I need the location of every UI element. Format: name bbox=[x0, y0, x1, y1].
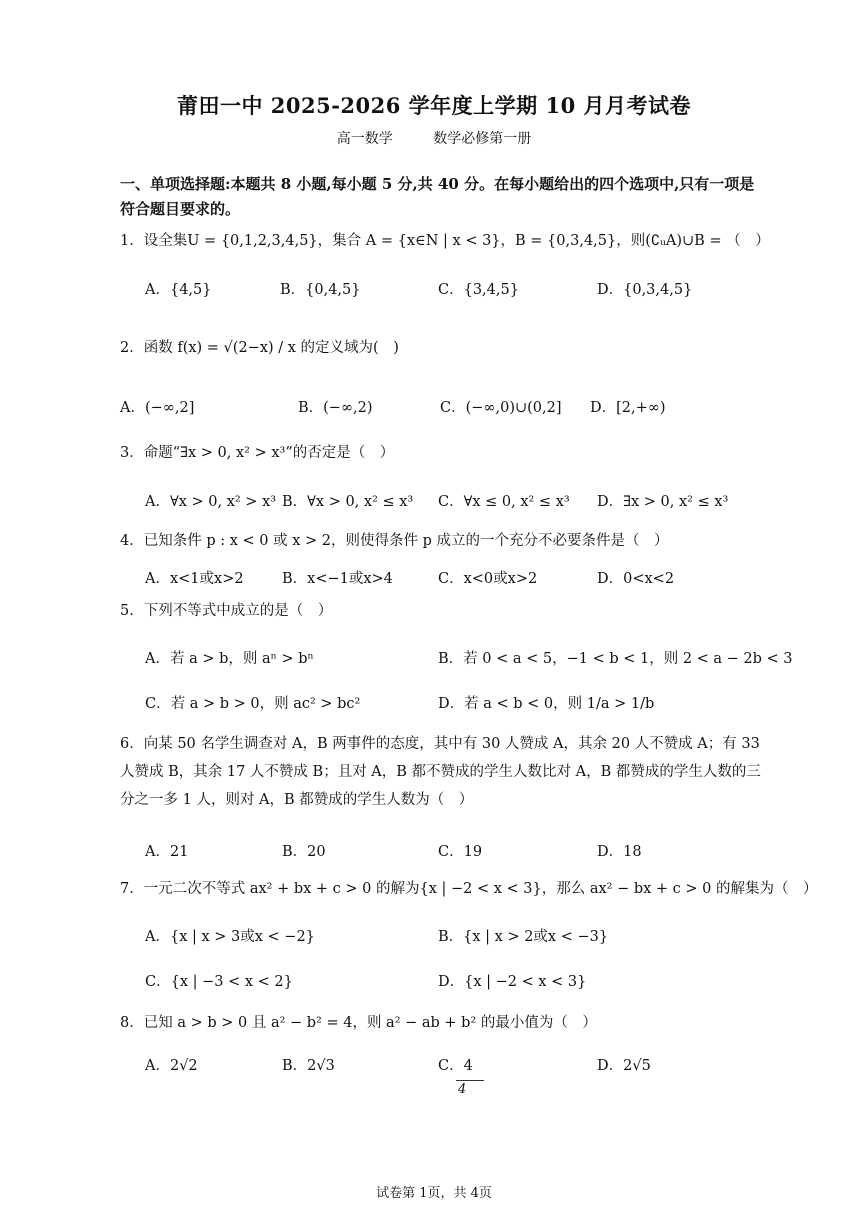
question-4-option-b: B．x<−1或x>4 bbox=[282, 571, 393, 587]
question-2-option-c: C．(−∞,0)∪(0,2] bbox=[440, 400, 562, 416]
page-footer: 试卷第 1页，共 4页 bbox=[376, 1186, 492, 1201]
handwritten-mark bbox=[456, 1080, 484, 1081]
question-5-stem: 5．下列不等式中成立的是（ ） bbox=[120, 603, 333, 619]
question-5-option-b: B．若 0 < a < 5，−1 < b < 1，则 2 < a − 2b < 3 bbox=[438, 651, 793, 667]
question-6-option-d: D．18 bbox=[597, 844, 642, 860]
question-1-option-d: D．{0,3,4,5} bbox=[597, 282, 693, 298]
question-4-option-a: A．x<1或x>2 bbox=[145, 571, 244, 587]
question-8-option-b: B．2√3 bbox=[282, 1058, 335, 1074]
question-2-option-d: D．[2,+∞) bbox=[590, 400, 666, 416]
question-3-option-b: B．∀x > 0, x² ≤ x³ bbox=[282, 494, 414, 510]
question-6-stem: 6．向某 50 名学生调查对 A，B 两事件的态度，其中有 30 人赞成 A，其余 20 人不赞成 A；有 33 人赞成 B，其余 17 人不赞成 B；且对 A，B 都不赞成的学生人数比对 A，B 都赞成的学生人数的三分之一多 1 人，则对 A，B 都赞成的学生人数为（ ） bbox=[120, 736, 761, 808]
book-label: 数学必修第一册 bbox=[433, 131, 532, 147]
question-7-option-b: B．{x | x > 2或x < −3} bbox=[438, 929, 609, 945]
question-1-stem: 1．设全集U = {0,1,2,3,4,5}，集合 A = {x∈N | x < 3}，B = {0,3,4,5}，则(∁ᵤA)∪B = （ ） bbox=[120, 233, 770, 249]
course-label: 高一数学 bbox=[336, 131, 393, 147]
question-3-option-c: C．∀x ≤ 0, x² ≤ x³ bbox=[438, 494, 570, 510]
exam-subtitle bbox=[0, 128, 868, 148]
question-2-stem: 2．函数 f(x) = √(2−x) / x 的定义域为( ) bbox=[120, 340, 399, 356]
question-1-option-c: C．{3,4,5} bbox=[438, 282, 519, 298]
exam-title: 莆田一中 2025-2026 学年度上学期 10 月月考试卷 bbox=[176, 93, 692, 118]
question-4-option-c: C．x<0或x>2 bbox=[438, 571, 538, 587]
question-1-option-b: B．{0,4,5} bbox=[280, 282, 361, 298]
question-5-option-a: A．若 a > b，则 aⁿ > bⁿ bbox=[145, 651, 314, 667]
question-6-option-a: A．21 bbox=[145, 844, 189, 860]
question-8-stem: 8．已知 a > b > 0 且 a² − b² = 4，则 a² − ab + b² 的最小值为（ ） bbox=[120, 1015, 597, 1031]
question-1-option-a: A．{4,5} bbox=[145, 282, 212, 298]
question-5-option-c: C．若 a > b > 0，则 ac² > bc² bbox=[145, 696, 361, 712]
question-2-option-b: B．(−∞,2) bbox=[298, 400, 373, 416]
question-3-stem: 3．命题“∃x > 0, x² > x³”的否定是（ ） bbox=[120, 445, 395, 461]
question-8-option-a: A．2√2 bbox=[145, 1058, 198, 1074]
question-6-option-c: C．19 bbox=[438, 844, 483, 860]
question-7-option-d: D．{x | −2 < x < 3} bbox=[438, 974, 587, 990]
question-7-stem: 7．一元二次不等式 ax² + bx + c > 0 的解为{x | −2 < x < 3}，那么 ax² − bx + c > 0 的解集为（ ） bbox=[120, 881, 818, 897]
question-6-option-b: B．20 bbox=[282, 844, 326, 860]
question-8-option-d: D．2√5 bbox=[597, 1058, 651, 1074]
question-8-option-c: C．4 bbox=[438, 1058, 473, 1074]
question-4-option-d: D．0<x<2 bbox=[597, 571, 675, 587]
question-2-option-a: A．(−∞,2] bbox=[120, 400, 195, 416]
question-3-option-a: A．∀x > 0, x² > x³ bbox=[145, 494, 277, 510]
question-3-option-d: D．∃x > 0, x² ≤ x³ bbox=[597, 494, 729, 510]
question-4-stem: 4．已知条件 p : x < 0 或 x > 2，则使得条件 p 成立的一个充分不必要条件是（ ） bbox=[120, 533, 669, 549]
question-5-option-d: D．若 a < b < 0，则 1/a > 1/b bbox=[438, 696, 655, 712]
question-7-option-a: A．{x | x > 3或x < −2} bbox=[145, 929, 315, 945]
handwritten-note: 4 bbox=[458, 1082, 467, 1097]
section-heading: 一、单项选择题:本题共 8 小题,每小题 5 分,共 40 分。在每小题给出的四个选项中,只有一项是符合题目要求的。 bbox=[120, 175, 755, 218]
question-7-option-c: C．{x | −3 < x < 2} bbox=[145, 974, 293, 990]
